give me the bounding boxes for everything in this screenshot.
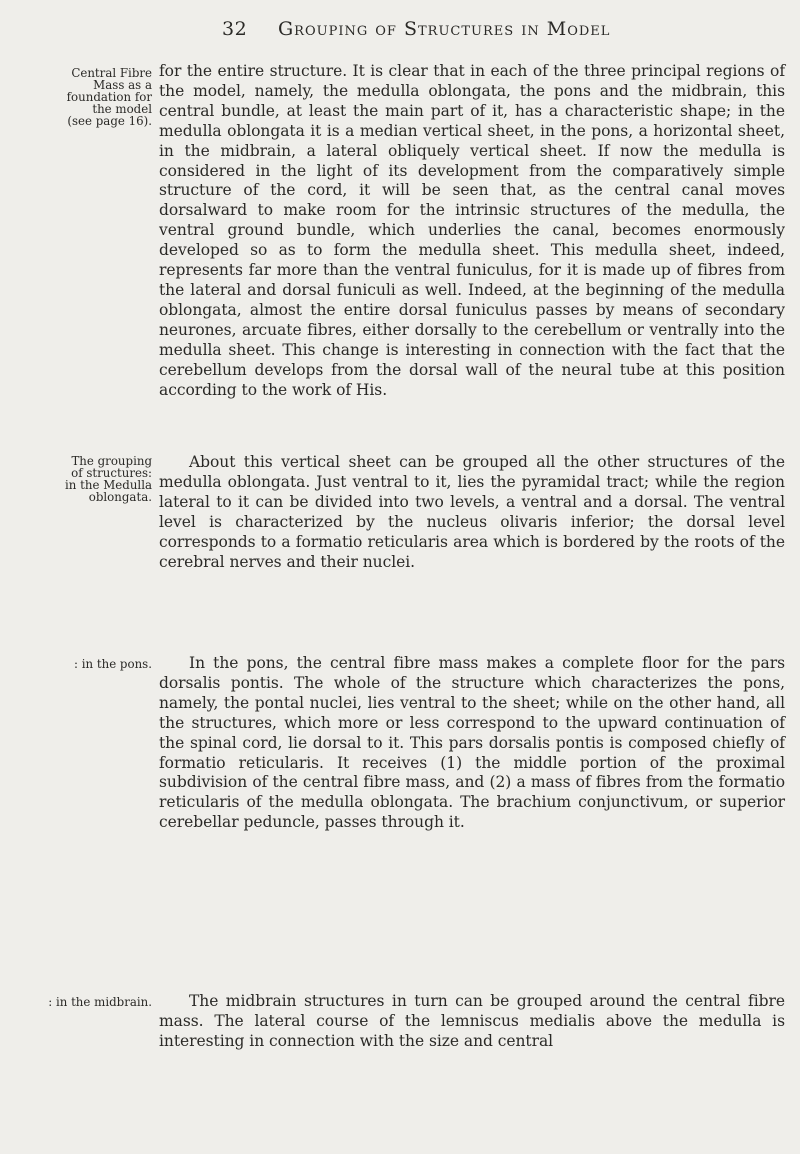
paragraph: for the entire structure. It is clear that in each of the three principal regions of the model, namely, the medulla oblongata, the pons and the midbrain, this central bundle, at least the main part of it, has a characteristic shape; in the medulla oblongata it is a median vertical sheet, in the pons, a horizontal sheet, in the midbrain, a lateral obliquely vertical sheet. If now the medulla is considered in the light of its development from the comparatively simple structure of the cord, it will be seen that, as the central canal moves dorsalward to make room for the intrinsic structures of the medulla, the ventral ground bundle, which underlies the canal, becomes enormously developed so as to form the medulla sheet. This medulla sheet, indeed, represents far more than the ventral funiculus, for it is made up of fibres from the lateral and dorsal funiculi as well. Indeed, at the beginning of the medulla oblongata, almost the entire dorsal funiculus passes by means of secondary neurones, arcuate fibres, either dorsally to the cerebellum or ventrally into the medulla sheet. This change is interesting in connection with the fact that the cerebellum develops from the dorsal wall of the neural tube at this position according to the work of His. bbox=[159, 62, 785, 399]
sidenote-central-fibre-mass bbox=[0, 67, 152, 127]
paragraph: The midbrain structures in turn can be grouped around the central fibre mass. The lateral course of the lemniscus medialis above the medulla is interesting in connection with the size and central bbox=[159, 992, 785, 1050]
body-text bbox=[159, 62, 785, 400]
sidenote-pons bbox=[0, 658, 152, 670]
paragraph: About this vertical sheet can be grouped all the other structures of the medulla oblongata. Just ventral to it, lies the pyramidal tract; while the region lateral to it can be divided into two levels, a ventral and a dorsal. The ventral level is characterized by the nucleus olivaris inferior; the dorsal level corresponds to a formatio reticularis area which is bordered by the roots of the cerebral nerves and their nuclei. bbox=[159, 453, 785, 571]
body-text bbox=[159, 992, 785, 1052]
sidenote-line: the model bbox=[92, 102, 152, 116]
sidenote-line: The grouping bbox=[71, 454, 152, 468]
running-title: Grouping of Structures in Model bbox=[278, 18, 611, 40]
sidenote-line: in the Medulla bbox=[65, 478, 152, 492]
sidenote-line: foundation for bbox=[66, 90, 152, 104]
body-text bbox=[159, 654, 785, 833]
sidenote-line: of structures: bbox=[71, 466, 152, 480]
sidenote-line: : in the midbrain. bbox=[48, 995, 152, 1009]
sidenote-midbrain bbox=[0, 996, 152, 1008]
sidenote-line: Central Fibre bbox=[71, 66, 152, 80]
sidenote-line: Mass as a bbox=[93, 78, 152, 92]
sidenote-line: (see page 16). bbox=[67, 114, 152, 128]
sidenote-line: : in the pons. bbox=[74, 657, 152, 671]
sidenote-grouping-medulla bbox=[0, 455, 152, 503]
page-number: 32 bbox=[222, 18, 248, 40]
sidenote-line: oblongata. bbox=[88, 490, 152, 504]
paragraph: In the pons, the central fibre mass makes a complete floor for the pars dorsalis pontis. The whole of the structure which characterizes the pons, namely, the pontal nuclei, lies ventral to the sheet; while on the other hand, all the structures, which more or less correspond to the upward continuation of the spinal cord, lie dorsal to it. This pars dorsalis pontis is composed chiefly of formatio reticularis. It receives (1) the middle portion of the proximal subdivision of the central fibre mass, and (2) a mass of fibres from the formatio reticularis of the medulla oblongata. The brachium conjunctivum, or superior cerebellar peduncle, passes through it. bbox=[159, 654, 785, 832]
body-text bbox=[159, 453, 785, 572]
running-header bbox=[222, 18, 782, 40]
